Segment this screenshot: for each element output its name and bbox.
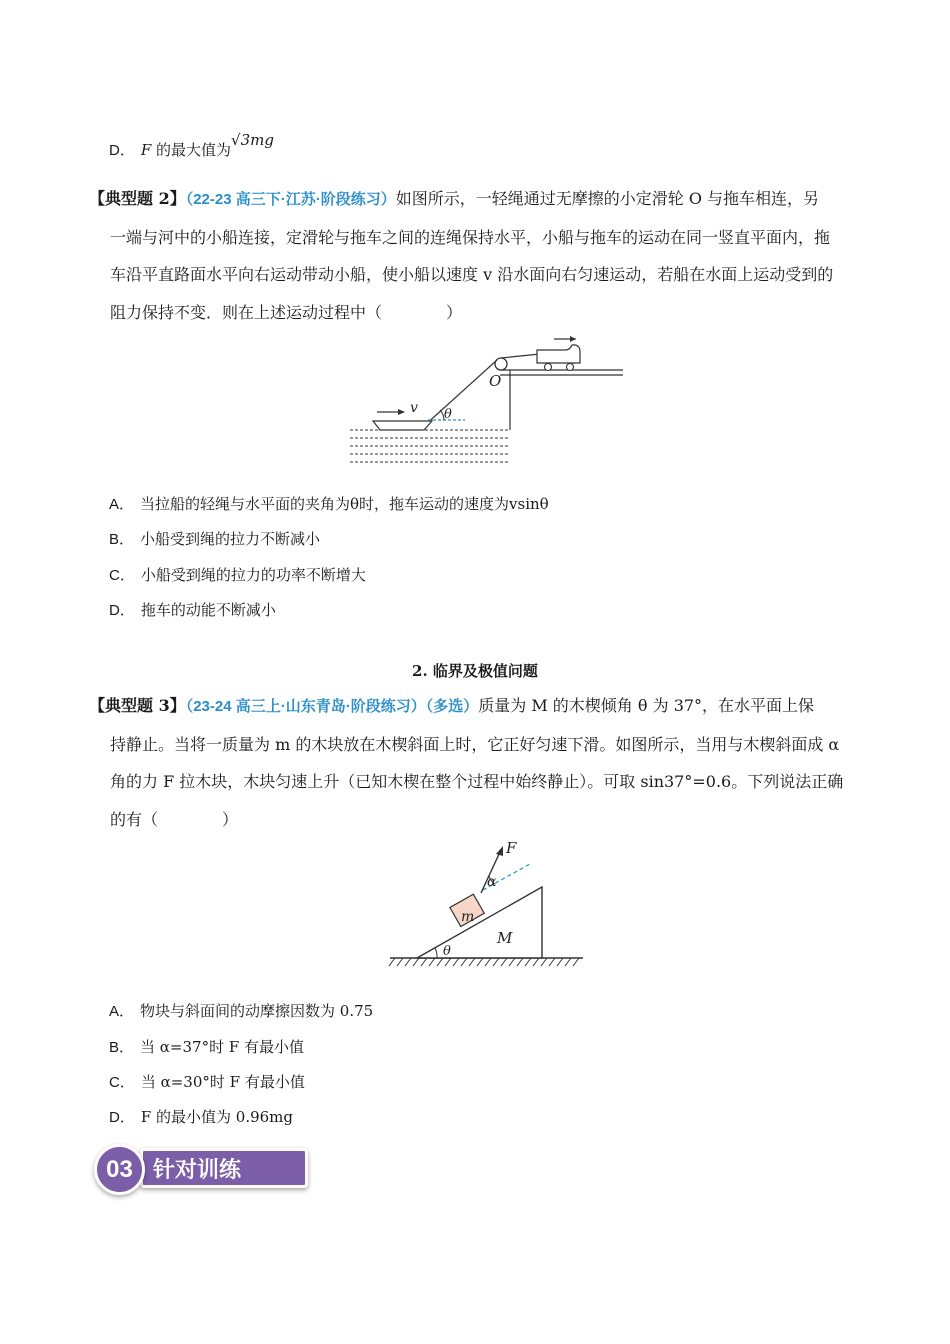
label-M: M — [497, 929, 513, 947]
option-letter: B． — [109, 1039, 135, 1056]
label-alpha: α — [487, 874, 497, 890]
label-theta: θ — [444, 407, 452, 422]
q2-option-a — [109, 494, 549, 515]
option-letter: B． — [109, 531, 135, 548]
option-letter: D． — [109, 142, 135, 159]
option-text: 当 α=37°时 F 有最小值 — [140, 1038, 305, 1056]
option-text: 拖车的动能不断减小 — [140, 601, 276, 619]
q2-option-c — [109, 565, 366, 586]
option-letter: D． — [109, 1109, 135, 1126]
question-tag: 【典型题 2】 — [89, 189, 186, 208]
wedge-block-figure — [385, 835, 590, 975]
label-O: O — [489, 372, 502, 390]
option-letter: D． — [109, 602, 135, 619]
question-text-line4: 的有（ ） — [110, 809, 239, 829]
option-force-symbol: F — [140, 141, 152, 159]
question-source: （23-24 高三上·山东青岛·阶段练习）（多选） — [185, 698, 479, 715]
q3-option-b — [109, 1037, 304, 1058]
q2-option-b — [109, 529, 320, 550]
section-number-badge: 03 — [94, 1144, 145, 1195]
question-text-line3: 角的力 F 拉木块，木块匀速上升（已知木楔在整个过程中始终静止）。可取 sin37°=0.6。下列说法正确 — [110, 772, 844, 791]
option-letter: C． — [109, 1074, 135, 1091]
section-heading: 2. 临界及极值问题 — [412, 662, 538, 680]
question-text-line2: 持静止。当将一质量为 m 的木块放在木楔斜面上时，它正好匀速下滑。如图所示，当用与木楔斜面成 α — [110, 734, 840, 754]
question-text-line1: 质量为 M 的木楔倾角 θ 为 37°，在水平面上保 — [478, 696, 815, 715]
option-text: 小船受到绳的拉力不断减小 — [140, 530, 321, 548]
option-letter: A． — [109, 496, 135, 513]
option-text: 当拉船的轻绳与水平面的夹角为θ时，拖车运动的速度为vsinθ — [140, 495, 549, 513]
question-text-line4: 阻力保持不变．则在上述运动过程中（ ） — [110, 302, 463, 322]
label-theta: θ — [443, 944, 451, 959]
boat-pulley-figure — [340, 330, 630, 470]
option-text: 的最大值为 — [151, 141, 232, 159]
option-formula: √3mg — [231, 131, 274, 149]
q2-option-d — [109, 600, 276, 621]
label-v: v — [410, 400, 418, 416]
question-tag: 【典型题 3】 — [89, 696, 186, 715]
q3-option-a — [109, 1001, 373, 1022]
option-text: 小船受到绳的拉力的功率不断增大 — [140, 566, 366, 584]
option-text: 物块与斜面间的动摩擦因数为 0.75 — [140, 1002, 374, 1020]
option-text: F 的最小值为 0.96mg — [140, 1108, 294, 1126]
question-3 — [89, 687, 864, 838]
question-2 — [89, 180, 864, 331]
question-text-line3: 车沿平直路面水平向右运动带动小船，使小船以速度 v 沿水面向右匀速运动，若船在水面上运动受到的 — [110, 265, 834, 284]
label-F: F — [506, 839, 517, 857]
option-letter: C． — [109, 567, 135, 584]
option-text: 当 α=30°时 F 有最小值 — [140, 1073, 305, 1091]
q3-option-d — [109, 1107, 293, 1128]
section-title-badge: 针对训练 — [140, 1148, 308, 1188]
option-letter: A． — [109, 1003, 135, 1020]
label-m: m — [461, 909, 475, 925]
q1-option-d — [109, 131, 274, 161]
question-text-line2: 一端与河中的小船连接，定滑轮与拖车之间的连绳保持水平，小船与拖车的运动在同一竖直平面内，拖 — [110, 227, 831, 247]
q3-option-c — [109, 1072, 305, 1093]
question-source: （22-23 高三下·江苏·阶段练习） — [185, 191, 396, 208]
question-text-line1: 如图所示，一轻绳通过无摩擦的小定滑轮 O 与拖车相连，另 — [395, 189, 820, 208]
